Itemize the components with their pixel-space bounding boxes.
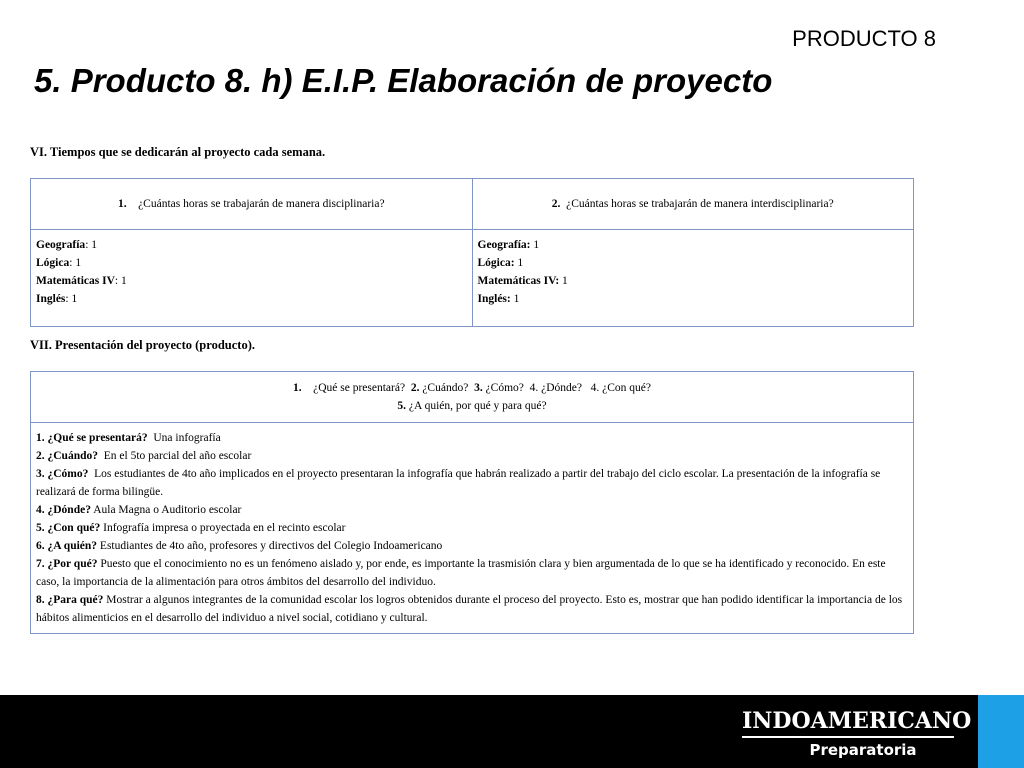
- presentation-answers-cell: [31, 423, 914, 634]
- answer-item: 2. ¿Cuándo? En el 5to parcial del año escolar: [36, 450, 252, 462]
- answer-item: 8. ¿Para qué? Mostrar a algunos integrantes de la comunidad escolar los logros obtenidos durante el proceso del proyecto. Esto es, mostrar que han podido identificar la importancia de los hábitos alimenticios en el desarrollo del individuo a nivel social, cotidiano y cultural.: [36, 594, 903, 624]
- answer-item: 6. ¿A quién? Estudiantes de 4to año, profesores y directivos del Colegio Indoamericano: [36, 540, 443, 552]
- question-text: ¿Cuántas horas se trabajarán de manera disciplinaria?: [138, 198, 385, 210]
- weekly-hours-table: [30, 178, 914, 327]
- list-item: Inglés: 1: [477, 293, 520, 305]
- answer-item: 7. ¿Por qué? Puesto que el conocimiento no es un fenómeno aislado y, por ende, es importante la trasmisión clara y bien argumentada de lo que se ha identificado y reconocido. En este caso, la importancia de la alimentación para otros ámbitos del desarrollo del individuo.: [36, 558, 886, 588]
- list-item: Lógica: 1: [477, 257, 524, 269]
- accent-stripe: [978, 695, 1024, 768]
- slide-label: PRODUCTO 8: [792, 26, 936, 51]
- answer-item: 3. ¿Cómo? Los estudiantes de 4to año implicados en el proyecto presentaran la infografía que habrán realizado a partir del trabajo del ciclo escolar. La presentación de la infografía se realizará de forma bilingüe.: [36, 468, 881, 498]
- table-body-row: [31, 423, 914, 634]
- footer-bar: [0, 695, 1024, 768]
- answer-item: 5. ¿Con qué? Infografía impresa o proyectada en el recinto escolar: [36, 522, 346, 534]
- question-number: 2.: [551, 198, 561, 210]
- presentation-questions-header: [31, 372, 914, 423]
- answer-item: 1. ¿Qué se presentará? Una infografía: [36, 432, 221, 444]
- section-vi-heading: VI. Tiempos que se dedicarán al proyecto cada semana.: [30, 145, 326, 159]
- question-number: 1.: [117, 198, 127, 210]
- list-item: Matemáticas IV: 1: [477, 275, 568, 287]
- question-text: ¿Cuántas horas se trabajarán de manera interdisciplinaria?: [566, 198, 834, 210]
- table-header-row: [31, 372, 914, 423]
- list-item: Geografía: 1: [36, 239, 98, 251]
- question-disciplinary: [31, 179, 473, 230]
- brand-subtitle: Preparatoria: [809, 741, 917, 759]
- table-body-row: [31, 230, 914, 327]
- list-item: Inglés: 1: [36, 293, 78, 305]
- header-line-2: 5. ¿A quién, por qué y para qué?: [397, 400, 547, 412]
- project-presentation-table: [30, 371, 914, 634]
- brand-name: INDOAMERICANO: [742, 708, 972, 734]
- list-item: Matemáticas IV: 1: [36, 275, 127, 287]
- interdisciplinary-hours-cell: [472, 230, 914, 327]
- disciplinary-hours-cell: [31, 230, 473, 327]
- indoamericano-logo: [742, 708, 972, 759]
- header-line-1: 1. ¿Qué se presentará? 2. ¿Cuándo? 3. ¿Cómo? 4. ¿Dónde? 4. ¿Con qué?: [293, 382, 651, 394]
- slide-title: 5. Producto 8. h) E.I.P. Elaboración de proyecto: [34, 62, 773, 99]
- list-item: Lógica: 1: [36, 257, 82, 269]
- question-interdisciplinary: [472, 179, 914, 230]
- answer-item: 4. ¿Dónde? Aula Magna o Auditorio escolar: [36, 504, 242, 516]
- section-vii-heading: VII. Presentación del proyecto (producto).: [30, 338, 255, 352]
- logo-divider: [742, 736, 954, 738]
- table-header-row: [31, 179, 914, 230]
- list-item: Geografía: 1: [477, 239, 540, 251]
